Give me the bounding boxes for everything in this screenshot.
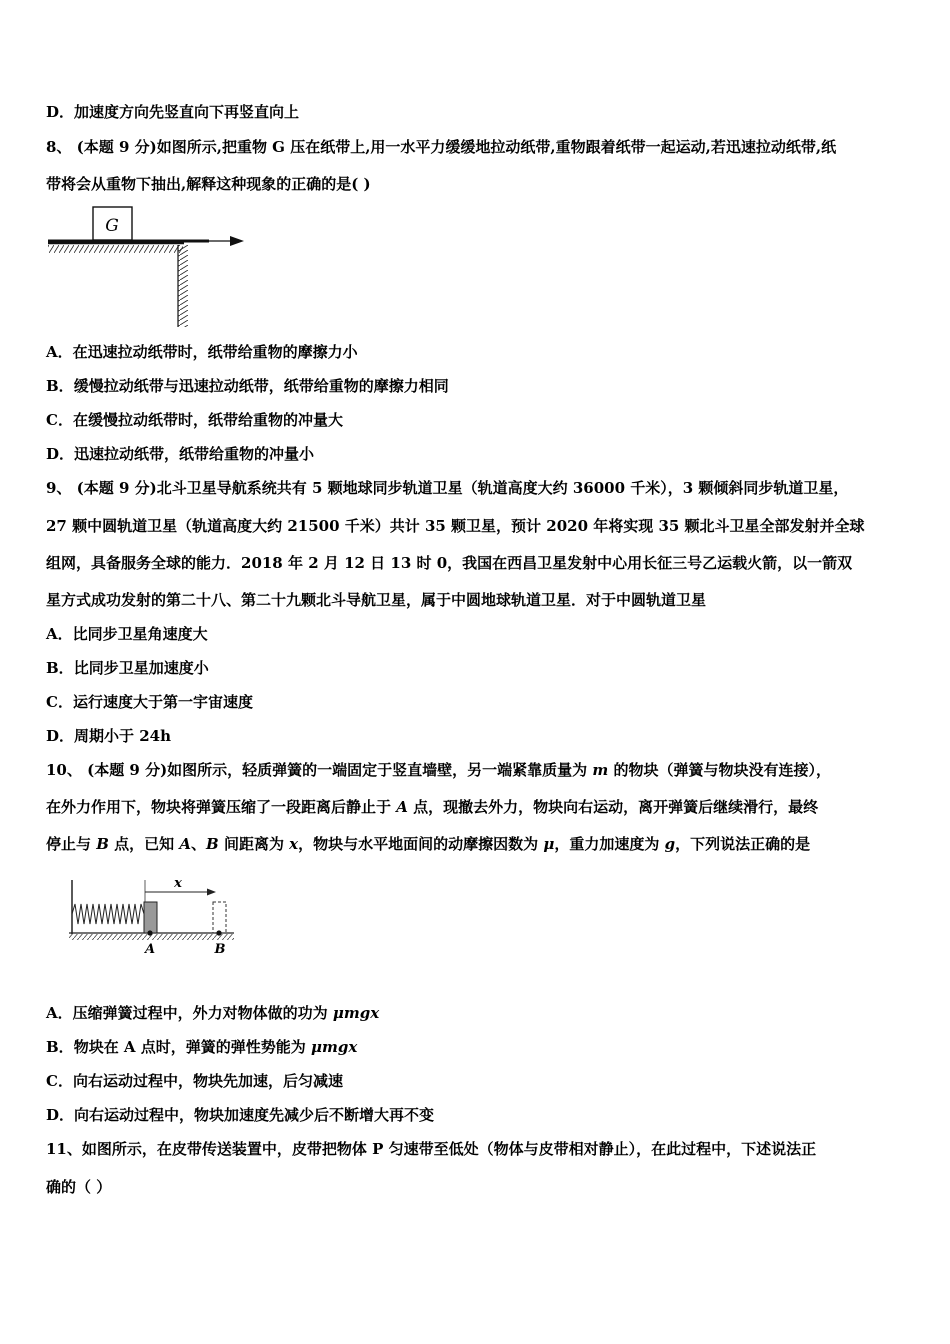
q8-figure [44, 205, 249, 330]
q9-option-a [46, 624, 208, 644]
option-letter: B． [46, 377, 74, 395]
var-b: B [96, 835, 109, 853]
q10-option-b [46, 1037, 357, 1057]
stem-text: 的物块（弹簧与物块没有连接）， [608, 761, 832, 779]
option-text: 比同步卫星加速度小 [73, 659, 209, 677]
q7-option-d [46, 102, 299, 122]
stem-text: 、 [191, 835, 207, 853]
stem-text: 点，现撤去外力，物块向右运动，离开弹簧后继续滑行，最终 [407, 798, 819, 816]
option-letter: A． [46, 625, 73, 643]
weight-label: G [105, 216, 119, 236]
q8-option-b [46, 376, 449, 396]
stem-text: 停止与 [46, 835, 97, 853]
q8-option-d [46, 444, 314, 464]
option-letter: C． [46, 411, 73, 429]
option-letter: D． [46, 103, 75, 121]
q8-option-c [46, 410, 343, 430]
q9-stem-line-4: 星方式成功发射的第二十八、第二十九颗北斗导航卫星，属于中圆地球轨道卫星．对于中圆轨道卫星 [46, 591, 707, 609]
option-text: 比同步卫星角速度大 [72, 625, 208, 643]
spring [72, 904, 144, 924]
q8-stem-line-1: 8、 (本题 9 分)如图所示,把重物 G 压在纸带上,用一水平力缓缓地拉动纸带,重物跟着纸带一起运动,若迅速拉动纸带,纸 [46, 138, 837, 156]
stem-text: ，下列说法正确的是 [675, 835, 811, 853]
option-text: 缓慢拉动纸带与迅速拉动纸带，纸带给重物的摩擦力相同 [73, 377, 449, 395]
q10-stem-line-2 [46, 797, 818, 817]
option-letter: C． [46, 693, 73, 711]
q9-stem-line-3: 组网，具备服务全球的能力．2018 年 2 月 12 日 13 时 0，我国在西昌卫星发射中心用长征三号乙运载火箭，以一箭双 [46, 554, 853, 572]
option-text: 压缩弹簧过程中，外力对物体做的功为 [72, 1004, 333, 1022]
option-text: 在缓慢拉动纸带时，纸带给重物的冲量大 [72, 411, 343, 429]
var-g: g [664, 835, 676, 853]
option-text: 运行速度大于第一宇宙速度 [72, 693, 253, 711]
q11-stem-line-1: 11、如图所示，在皮带传送装置中，皮带把物体 P 匀速带至低处（物体与皮带相对静止），在此过程中，下述说法正 [46, 1140, 817, 1158]
q9-stem-line-1: 9、 (本题 9 分)北斗卫星导航系统共有 5 颗地球同步轨道卫星（轨道高度大约 36000 千米），3 颗倾斜同步轨道卫星， [46, 479, 849, 497]
option-text: 迅速拉动纸带，纸带给重物的冲量小 [74, 445, 315, 463]
q10-stem-line-1 [46, 760, 831, 780]
q9-stem-line-2: 27 颗中圆轨道卫星（轨道高度大约 21500 千米）共计 35 颗卫星，预计 2020 年将实现 35 颗北斗卫星全部发射并全球 [46, 517, 865, 535]
q10-figure [64, 872, 239, 962]
stem-text: 在外力作用下，物块将弹簧压缩了一段距离后静止于 [46, 798, 397, 816]
option-formula: μmgx [311, 1038, 358, 1056]
var-x: x [289, 835, 299, 853]
wall-hatch [178, 245, 188, 327]
table-hatch [48, 245, 183, 253]
q8-stem-line-2: 带将会从重物下抽出,解释这种现象的正确的是( ) [46, 175, 371, 193]
q10-option-a [46, 1003, 379, 1023]
option-text: 向右运动过程中，物块先加速，后匀减速 [72, 1072, 343, 1090]
q9-option-c [46, 692, 253, 712]
stem-text: 间距离为 [218, 835, 290, 853]
option-letter: C． [46, 1072, 73, 1090]
var-a: A [396, 798, 408, 816]
block-at-b [213, 902, 226, 933]
point-b-label: B [214, 942, 226, 957]
stem-text: ，重力加速度为 [554, 835, 665, 853]
q10-option-d [46, 1105, 434, 1125]
option-text: 周期小于 24h [74, 727, 172, 745]
var-a: A [179, 835, 192, 853]
distance-label: x [174, 876, 182, 891]
option-text: 加速度方向先竖直向下再竖直向上 [74, 103, 300, 121]
option-letter: D． [46, 727, 75, 745]
q9-option-d [46, 726, 171, 746]
option-letter: B． [46, 659, 74, 677]
q10-stem-line-3 [46, 834, 810, 854]
var-b: B [206, 835, 219, 853]
stem-text: ，物块与水平地面间的动摩擦因数为 [298, 835, 544, 853]
block-at-a [144, 902, 157, 933]
option-letter: A． [46, 343, 73, 361]
q10-option-c [46, 1071, 343, 1091]
point-a [147, 930, 152, 935]
var-mu: μ [543, 835, 555, 853]
pull-arrow-head [230, 236, 244, 246]
point-b [216, 930, 221, 935]
option-text: 在迅速拉动纸带时，纸带给重物的摩擦力小 [72, 343, 358, 361]
stem-text: 10、 (本题 9 分)如图所示，轻质弹簧的一端固定于竖直墙壁，另一端紧靠质量为 [46, 761, 593, 779]
distance-arrow-head [207, 889, 216, 896]
var-m: m [592, 761, 609, 779]
point-a-label: A [144, 942, 156, 957]
stem-text: 点，已知 [108, 835, 180, 853]
option-letter: D． [46, 445, 75, 463]
option-formula: μmgx [332, 1004, 380, 1022]
option-letter: A． [46, 1004, 73, 1022]
option-text: 向右运动过程中，物块加速度先减少后不断增大再不变 [74, 1106, 435, 1124]
option-letter: D． [46, 1106, 75, 1124]
q9-option-b [46, 658, 209, 678]
option-letter: B． [46, 1038, 74, 1056]
option-text: 物块在 A 点时，弹簧的弹性势能为 [73, 1038, 311, 1056]
q8-option-a [46, 342, 358, 362]
q11-stem-line-2: 确的（ ） [46, 1178, 112, 1196]
